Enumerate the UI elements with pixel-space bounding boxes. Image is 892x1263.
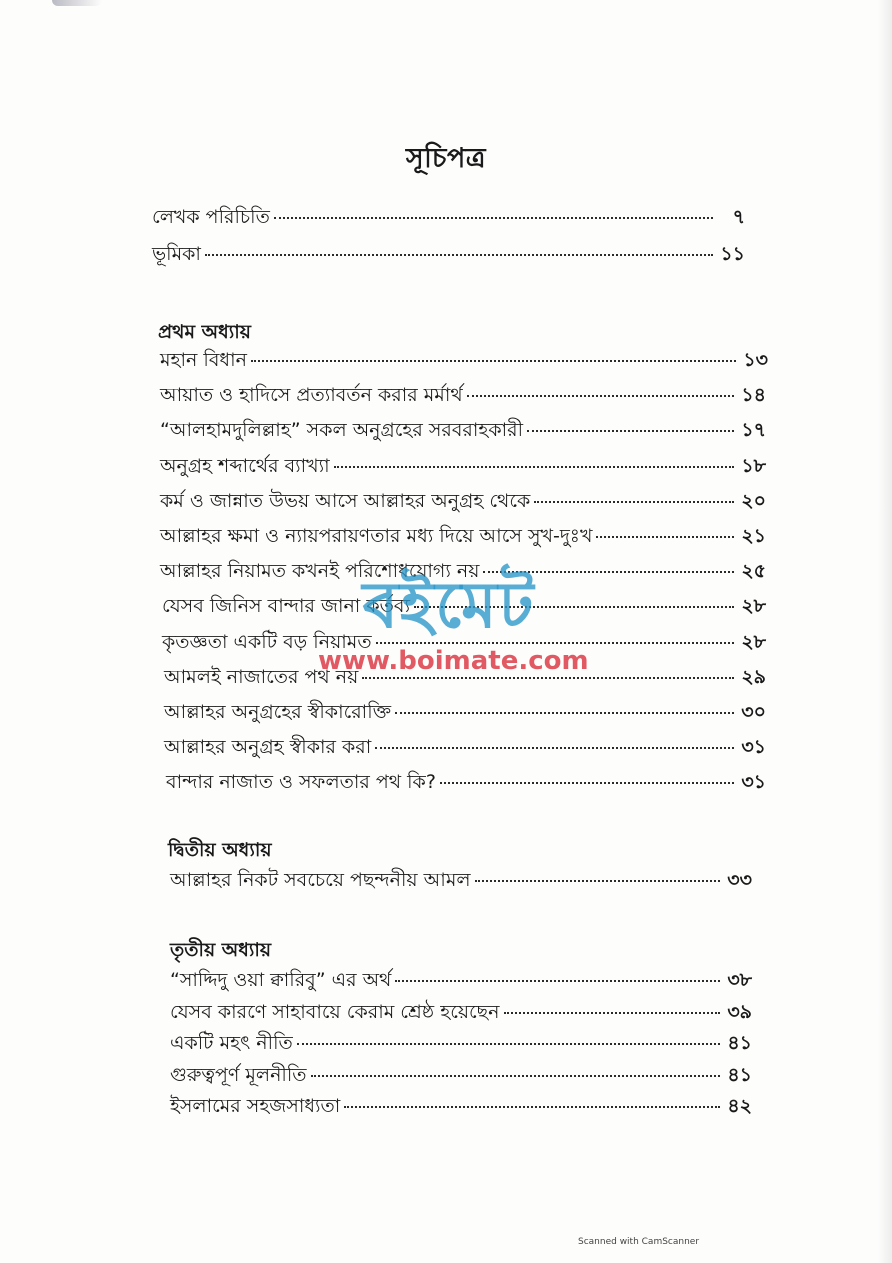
dot-leader — [414, 605, 734, 608]
toc-entry-page-number: ৩৮ — [727, 969, 752, 991]
toc-entry-page-number: ১৩ — [743, 349, 768, 371]
toc-entry-title: কর্ম ও জান্নাত উভয় আসে আল্লাহর অনুগ্রহ থেকে — [160, 489, 531, 512]
toc-entry-page-number: ১৮ — [741, 454, 766, 477]
toc-entry — [170, 966, 752, 996]
dot-leader — [297, 1042, 720, 1045]
toc-entry — [162, 592, 766, 622]
toc-entry — [170, 1061, 752, 1091]
dot-leader — [376, 641, 734, 644]
dot-leader — [375, 746, 734, 749]
toc-entry — [152, 203, 745, 233]
toc-entry-title: আয়াত ও হাদিসে প্রত্যাবর্তন করার মর্মার্থ — [160, 384, 463, 407]
scanner-note: Scanned with CamScanner — [578, 1237, 700, 1247]
toc-entry-page-number: ৩০ — [741, 701, 766, 723]
toc-entry — [160, 522, 766, 552]
dot-leader — [504, 1011, 720, 1014]
dot-leader — [334, 465, 734, 468]
toc-entry-page-number: ৩১ — [741, 736, 766, 759]
toc-entry-page-number: ২০ — [741, 489, 766, 512]
toc-entry-title: যেসব জিনিস বান্দার জানা কর্তব্য — [162, 595, 410, 618]
scan-artifact — [52, 0, 102, 6]
toc-entry-title: আল্লাহর অনুগ্রহ স্বীকার করা — [164, 736, 372, 759]
dot-leader — [440, 781, 734, 784]
page-title: সূচিপত্র — [405, 143, 487, 174]
toc-entry — [160, 487, 766, 517]
toc-entry — [160, 557, 766, 587]
toc-entry-title: মহান বিধান — [160, 349, 247, 371]
toc-entry-page-number: ২৯ — [741, 665, 766, 688]
toc-entry-title: ভূমিকা — [152, 243, 201, 265]
chapter-heading: তৃতীয় অধ্যায় — [170, 939, 272, 961]
chapter-heading: প্রথম অধ্যায় — [158, 321, 251, 343]
page-edge-shadow — [878, 0, 892, 1263]
toc-entry-page-number: ২৮ — [741, 630, 766, 653]
dot-leader — [483, 570, 734, 573]
toc-entry-page-number: ১১ — [720, 243, 745, 265]
dot-leader — [395, 711, 734, 714]
watermark-url: www.boimate.com — [318, 646, 589, 676]
dot-leader — [344, 1105, 720, 1108]
toc-entry-page-number: ৩১ — [741, 771, 766, 794]
toc-entry — [160, 416, 766, 446]
toc-entry-title: অনুগ্রহ শব্দার্থের ব্যাখ্যা — [160, 454, 330, 477]
toc-entry — [170, 1092, 752, 1122]
dot-leader — [527, 429, 734, 432]
toc-entry-title: কৃতজ্ঞতা একটি বড় নিয়ামত — [162, 630, 372, 653]
toc-entry-page-number: ৪২ — [727, 1095, 752, 1117]
dot-leader — [467, 394, 734, 397]
dot-leader — [395, 979, 720, 982]
dot-leader — [251, 359, 736, 362]
toc-entry-title: আল্লাহর নিকট সবচেয়ে পছন্দনীয় আমল — [170, 869, 471, 891]
toc-entry-page-number: ১৭ — [741, 419, 766, 442]
watermark-logo-text: বইমেট — [362, 569, 536, 643]
toc-entry-title: আল্লাহর অনুগ্রহের স্বীকারোক্তি — [164, 701, 392, 723]
dot-leader — [596, 535, 734, 538]
toc-entry — [166, 768, 766, 798]
toc-entry — [160, 452, 766, 482]
toc-entry — [164, 663, 766, 693]
toc-entry — [162, 628, 766, 658]
chapter-heading: দ্বিতীয় অধ্যায় — [168, 839, 272, 861]
toc-entry — [164, 733, 766, 763]
toc-entry-page-number: ১৪ — [741, 384, 766, 407]
dot-leader — [475, 879, 720, 882]
toc-entry-title: আল্লাহর ক্ষমা ও ন্যায়পরায়ণতার মধ্য দিয়ে আসে সুখ-দুঃখ — [160, 525, 593, 547]
dot-leader — [274, 216, 713, 219]
toc-entry — [164, 698, 766, 728]
toc-entry-title: ইসলামের সহজসাধ্যতা — [170, 1095, 341, 1117]
toc-entry-page-number: ২১ — [741, 525, 766, 547]
toc-entry — [160, 381, 766, 411]
toc-entry-page-number: ৪১ — [727, 1063, 752, 1086]
toc-entry-title: যেসব কারণে সাহাবায়ে কেরাম শ্রেষ্ঠ হয়েছেন — [170, 1000, 500, 1023]
toc-entry-title: আমলই নাজাতের পথ নয় — [164, 665, 359, 688]
toc-entry-title: লেখক পরিচিতি — [152, 206, 270, 228]
toc-entry-page-number: ২৮ — [741, 595, 766, 618]
dot-leader — [534, 500, 734, 503]
dot-leader — [205, 253, 713, 256]
toc-entry-page-number: ২৫ — [741, 560, 766, 583]
toc-entry — [170, 998, 752, 1028]
toc-entry — [170, 1029, 752, 1059]
toc-entry-page-number: ৩৯ — [727, 1000, 752, 1023]
toc-entry-title: গুরুত্বপূর্ণ মূলনীতি — [170, 1063, 307, 1086]
toc-entry-page-number: ৩৩ — [727, 869, 752, 891]
toc-entry-title: “আলহামদুলিল্লাহ” সকল অনুগ্রহের সরবরাহকারী — [160, 419, 524, 442]
dot-leader — [311, 1074, 720, 1077]
toc-entry-page-number: ৭ — [732, 206, 745, 228]
toc-entry — [170, 866, 752, 896]
toc-entry-title: “সাদ্দিদু ওয়া ক্বারিবু” এর অর্থ — [170, 969, 392, 991]
toc-entry-title: বান্দার নাজাত ও সফলতার পথ কি? — [166, 771, 436, 794]
toc-entry-page-number: ৪১ — [727, 1032, 752, 1054]
toc-entry-title: একটি মহৎ নীতি — [170, 1032, 293, 1054]
toc-entry — [152, 240, 745, 270]
toc-entry-title: আল্লাহর নিয়ামত কখনই পরিশোধযোগ্য নয় — [160, 560, 480, 583]
dot-leader — [362, 676, 734, 679]
toc-entry — [160, 346, 768, 376]
